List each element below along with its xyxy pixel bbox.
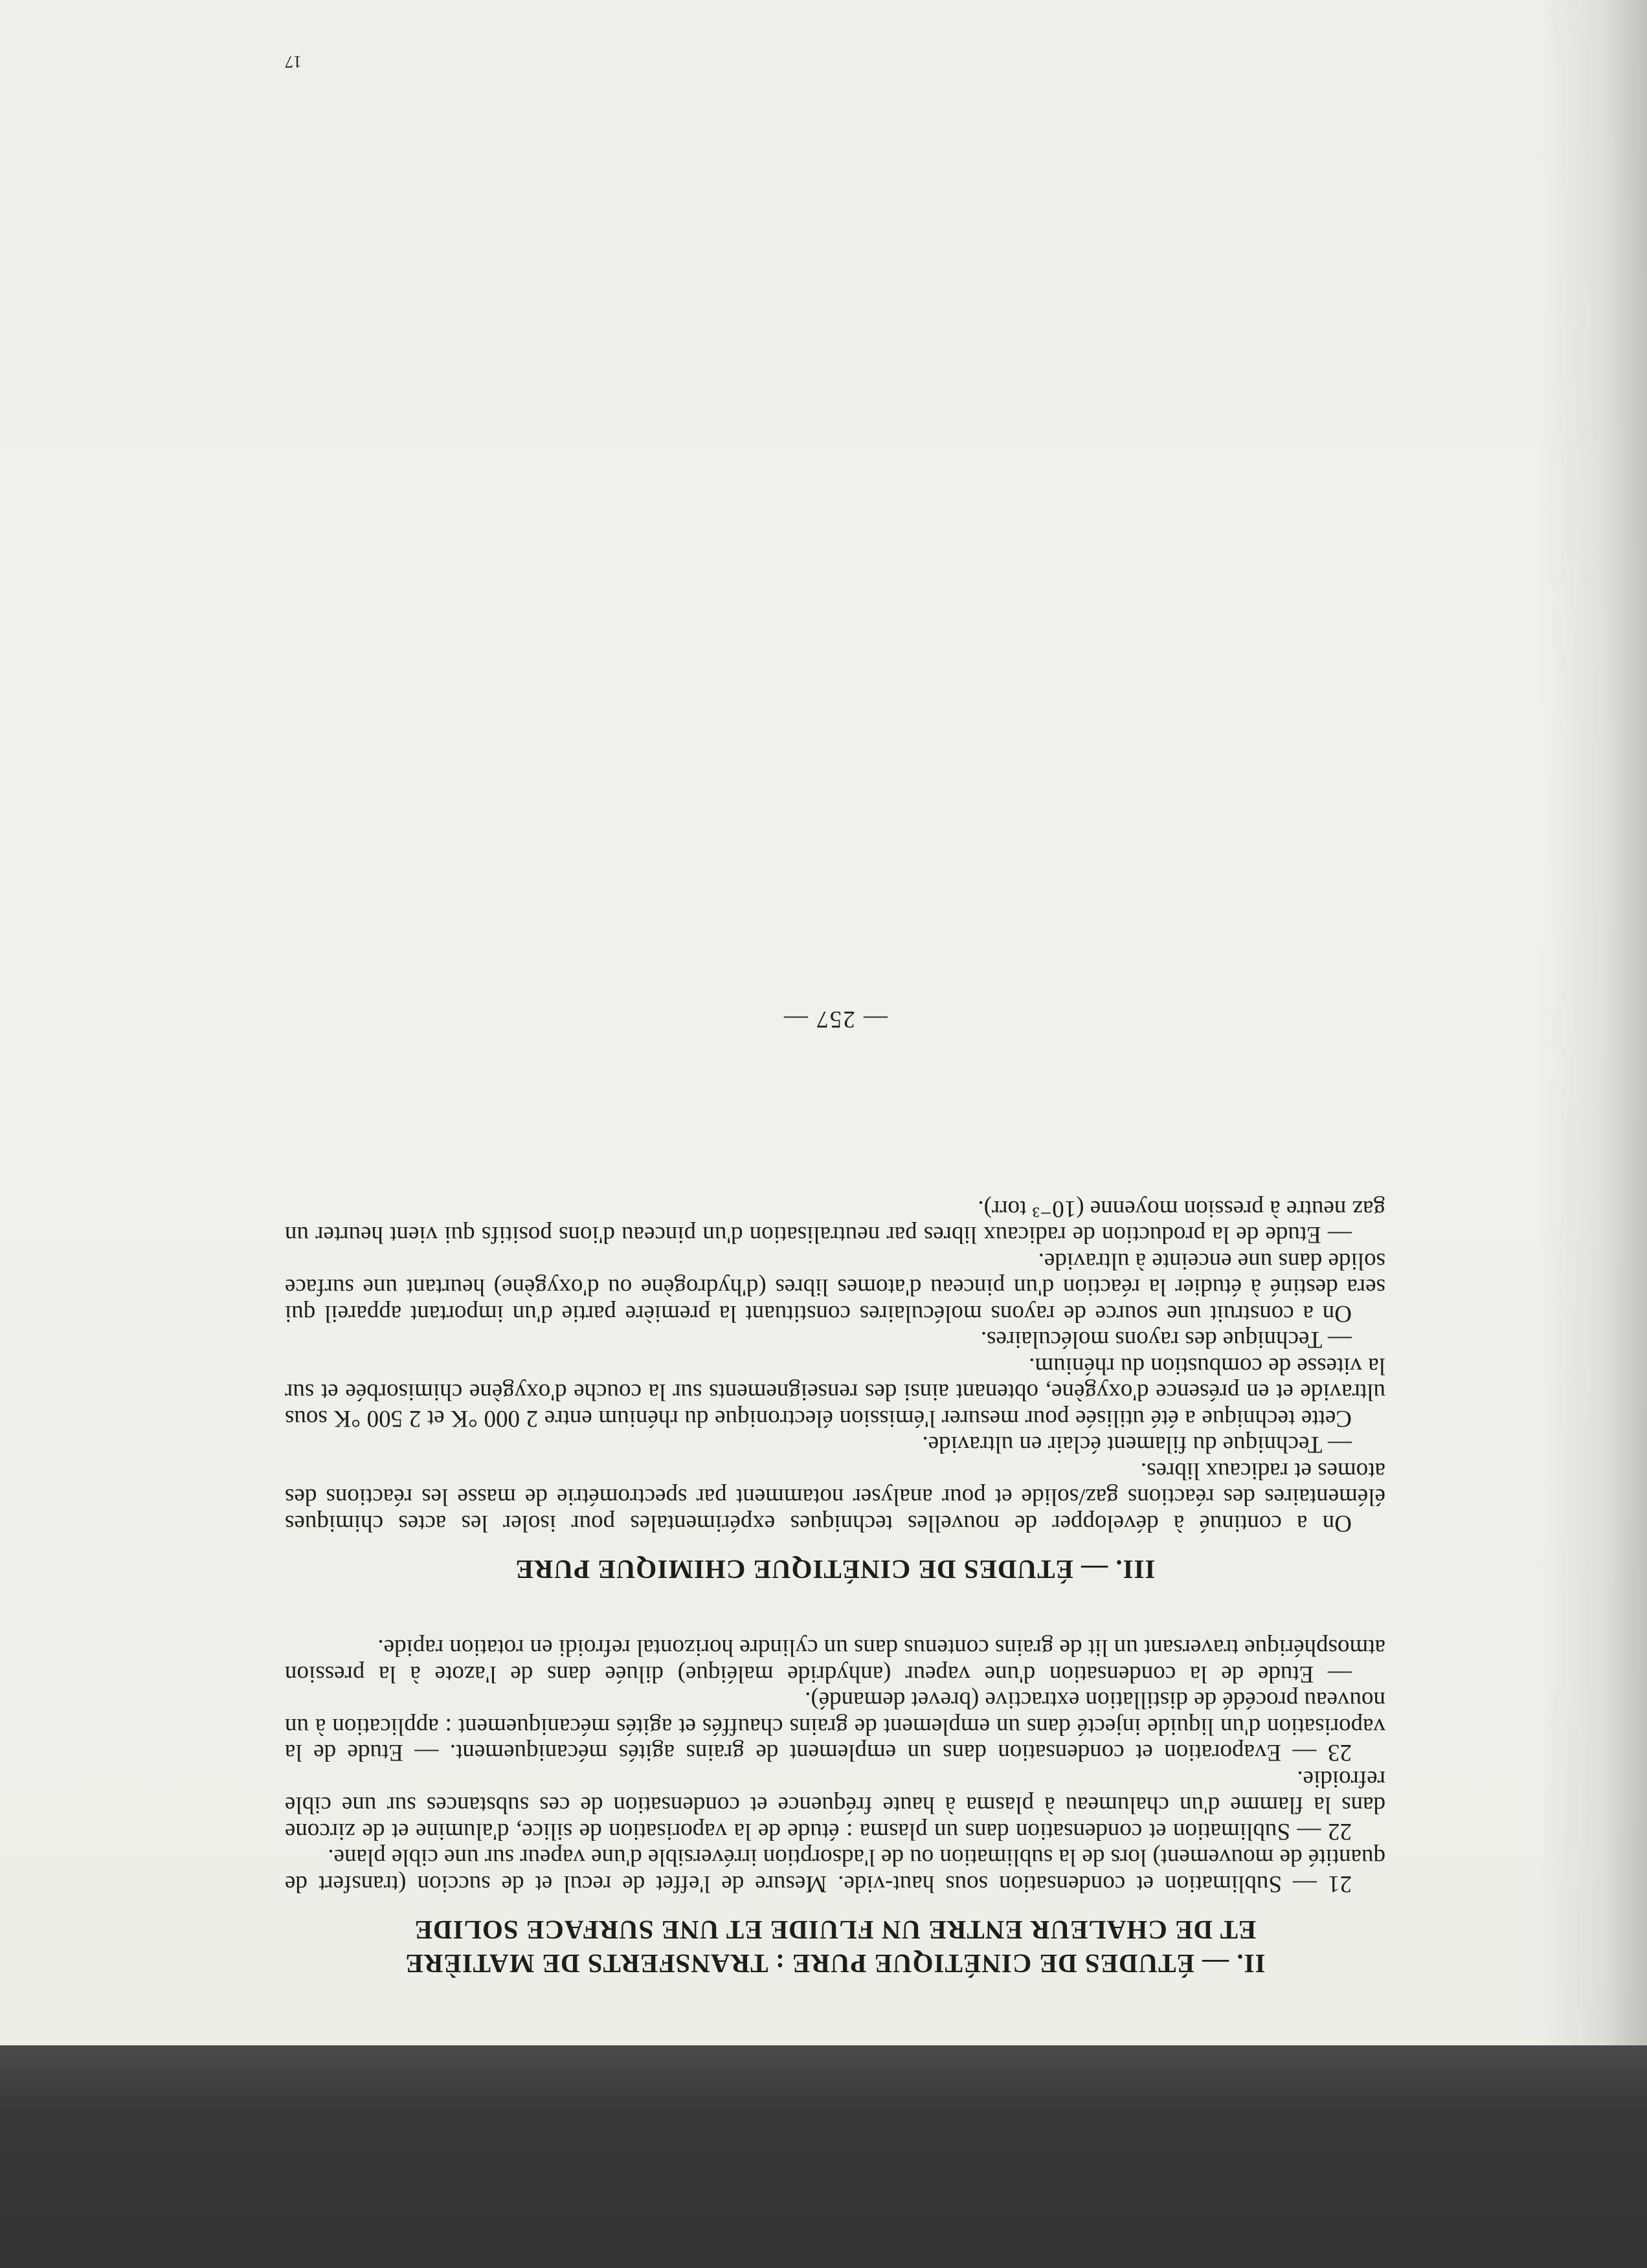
paragraph: On a construit une source de rayons moléculaires constituant la première partie d'un important appareil qui sera destiné à étudier la réaction d'un pinceau d'atomes libres (d'hydrogène ou d'oxygène) heurtant une surface solide dans une enceinte à ultravide.	[285, 1248, 1385, 1327]
paragraph: 22 — Sublimation et condensation dans un plasma : étude de la vaporisation de silice, d'alumine et de zircone dans la flamme d'un chalumeau à plasma à haute fréquence et condensation de ces substances sur une cible refroidie.	[285, 1766, 1385, 1845]
sheet-number: 17	[285, 52, 302, 71]
paragraph: — Etude de la condensation d'une vapeur (anhydride maléique) diluée dans de l'azote à la pression atmosphérique traversant un lit de grains contenus dans un cylindre horizontal refroidi en rotation rapide.	[285, 1634, 1385, 1687]
paragraph: 23 — Evaporation et condensation dans un emplement de grains agités mécaniquement. — Etude de la vaporisation d'un liquide injecté dans un emplement de grains chauffés et agités mécaniquement : application à un nouveau procédé de distillation extractive (brevet demandé).	[285, 1687, 1385, 1766]
section-cinetique-chimique	[285, 1195, 1385, 1587]
paragraph: — Technique du filament éclair en ultravide.	[922, 1431, 1352, 1458]
paragraph: Cette technique a été utilisée pour mesurer l'émission électronique du rhénium entre 2 000 °K et 2 500 °K sous ultravide et en présence d'oxygène, obtenant ainsi des renseignements sur la couche d'oxygène chimisorbée et sur la vitesse de combustion du rhénium.	[285, 1353, 1385, 1432]
heading-line: III. — ÉTUDES DE CINÉTIQUE CHIMIQUE PURE	[515, 1555, 1156, 1584]
section-transferts	[285, 1634, 1385, 1981]
paper-edge-shadow	[1537, 0, 1647, 2045]
section-heading	[285, 1913, 1385, 1981]
paragraph: 21 — Sublimation et condensation sous haut-vide. Mesure de l'effet de recul et de succion (transfert de quantité de mouvement) lors de la sublimation ou de l'adsorption irréversible d'une vapeur sur une cible plane.	[285, 1844, 1385, 1897]
paragraph: — Etude de la production de radicaux libres par neutralisation d'un pinceau d'ions positifs qui vient heurter un gaz neutre à pression moyenne (10⁻³ torr).	[285, 1195, 1385, 1249]
section-heading	[285, 1553, 1385, 1586]
paragraph: — Technique des rayons moléculaires.	[980, 1326, 1352, 1353]
upside-down-page-content	[285, 52, 1385, 1981]
page-number: — 257 —	[783, 1006, 888, 1033]
heading-line: II. — ÉTUDES DE CINÉTIQUE PURE : TRANSFERTS DE MATIÈRE	[405, 1949, 1266, 1979]
heading-line: ET DE CHALEUR ENTRE UN FLUIDE ET UNE SURFACE SOLIDE	[414, 1915, 1257, 1945]
scanner-background	[0, 2045, 1647, 2268]
paragraph: On a continué à développer de nouvelles techniques expérimentales pour isoler les actes chimiques élémentaires des réactions gaz/solide et pour analyser notamment par spectrométrie de masse les réactions des atomes et radicaux libres.	[285, 1458, 1385, 1537]
